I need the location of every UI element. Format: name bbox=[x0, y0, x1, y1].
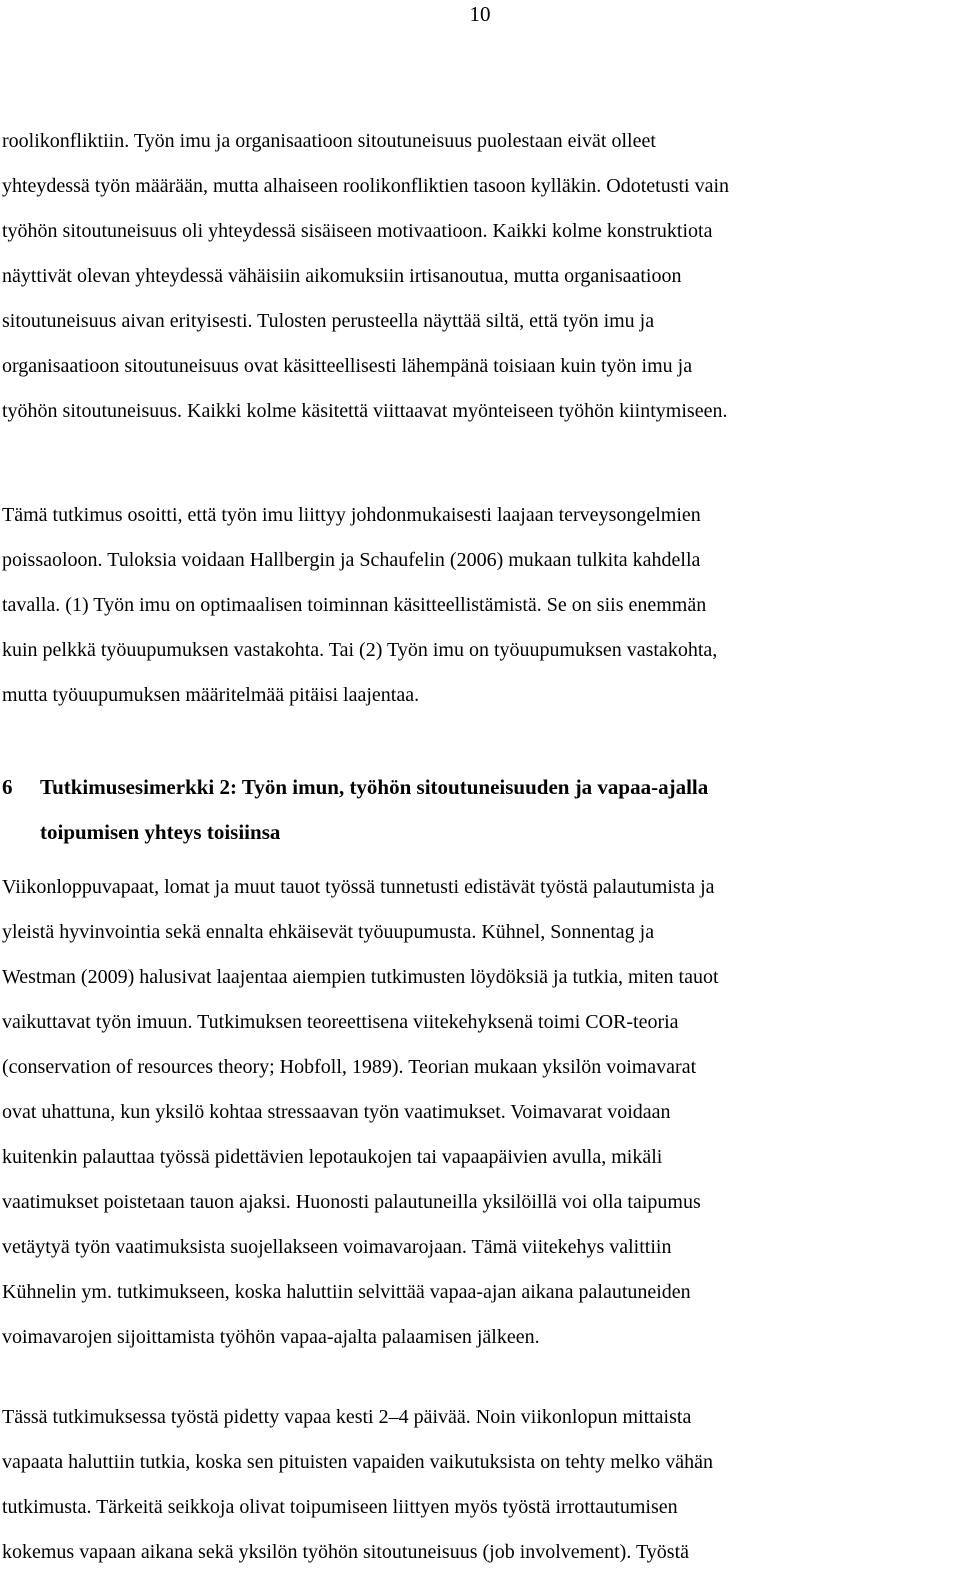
text-line: kuitenkin palauttaa työssä pidettävien lepotaukojen tai vapaapäivien avulla, mikäli bbox=[2, 1146, 663, 1168]
text-line: mutta työuupumuksen määritelmää pitäisi laajentaa. bbox=[2, 684, 420, 706]
text-line: poissaoloon. Tuloksia voidaan Hallbergin ja Schaufelin (2006) mukaan tulkita kahdella bbox=[2, 549, 701, 571]
text-line: kokemus vapaan aikana sekä yksilön työhön sitoutuneisuus (job involvement). Työstä bbox=[2, 1541, 690, 1563]
text-line: työhön sitoutuneisuus. Kaikki kolme käsitettä viittaavat myönteiseen työhön kiintymiseen. bbox=[2, 400, 728, 422]
section-number: 6 bbox=[2, 775, 13, 799]
paragraph-3 bbox=[2, 865, 952, 1360]
text-line: työhön sitoutuneisuus oli yhteydessä sisäiseen motivaatioon. Kaikki kolme konstruktiota bbox=[2, 220, 713, 242]
text-line: voimavarojen sijoittamista työhön vapaa-ajalta palaamisen jälkeen. bbox=[2, 1326, 540, 1348]
text-line: Tämä tutkimus osoitti, että työn imu liittyy johdonmukaisesti laajaan terveysongelmien bbox=[2, 504, 701, 526]
text-line: näyttivät olevan yhteydessä vähäisiin aikomuksiin irtisanoutua, mutta organisaatioon bbox=[2, 265, 682, 287]
text-line: organisaatioon sitoutuneisuus ovat käsitteellisesti lähempänä toisiaan kuin työn imu ja bbox=[2, 355, 693, 377]
text-line: tavalla. (1) Työn imu on optimaalisen toiminnan käsitteellistämistä. Se on siis enemmän bbox=[2, 594, 707, 616]
text-line: vaikuttavat työn imuun. Tutkimuksen teoreettisena viitekehyksenä toimi COR-teoria bbox=[2, 1011, 679, 1033]
text-line: (conservation of resources theory; Hobfoll, 1989). Teorian mukaan yksilön voimavarat bbox=[2, 1056, 697, 1078]
text-line: vapaata haluttiin tutkia, koska sen pituisten vapaiden vaikutuksista on tehty melko vähän bbox=[2, 1451, 713, 1473]
page-number: 10 bbox=[469, 2, 491, 26]
text-line: vetäytyä työn vaatimuksista suojellakseen voimavarojaan. Tämä viitekehys valittiin bbox=[2, 1236, 672, 1258]
text-line: Kühnelin ym. tutkimukseen, koska haluttiin selvittää vapaa-ajan aikana palautuneiden bbox=[2, 1281, 691, 1303]
text-line: roolikonfliktiin. Työn imu ja organisaatioon sitoutuneisuus puolestaan eivät olleet bbox=[2, 130, 656, 152]
paragraph-1 bbox=[2, 119, 952, 434]
section-heading bbox=[2, 765, 952, 855]
text-line: Westman (2009) halusivat laajentaa aiempien tutkimusten löydöksiä ja tutkia, miten tauot bbox=[2, 966, 719, 988]
text-line: kuin pelkkä työuupumuksen vastakohta. Tai (2) Työn imu on työuupumuksen vastakohta, bbox=[2, 639, 718, 661]
text-line: sitoutuneisuus aivan erityisesti. Tulosten perusteella näyttää siltä, että työn imu ja bbox=[2, 310, 655, 332]
text-line: yhteydessä työn määrään, mutta alhaiseen roolikonfliktien tasoon kylläkin. Odotetusti vain bbox=[2, 175, 730, 197]
paragraph-2 bbox=[2, 493, 952, 718]
text-line: yleistä hyvinvointia sekä ennalta ehkäisevät työuupumusta. Kühnel, Sonnentag ja bbox=[2, 921, 655, 943]
section-title-line: Tutkimusesimerkki 2: Työn imun, työhön sitoutuneisuuden ja vapaa-ajalla bbox=[40, 775, 709, 799]
text-line: Viikonloppuvapaat, lomat ja muut tauot työssä tunnetusti edistävät työstä palautumista ja bbox=[2, 876, 715, 898]
text-line: ovat uhattuna, kun yksilö kohtaa stressaavan työn vaatimukset. Voimavarat voidaan bbox=[2, 1101, 671, 1123]
section-title-line: toipumisen yhteys toisiinsa bbox=[40, 820, 281, 844]
text-line: Tässä tutkimuksessa työstä pidetty vapaa kesti 2–4 päivää. Noin viikonlopun mittaista bbox=[2, 1406, 692, 1428]
paragraph-4 bbox=[2, 1395, 952, 1575]
text-line: vaatimukset poistetaan tauon ajaksi. Huonosti palautuneilla yksilöillä voi olla taipumus bbox=[2, 1191, 701, 1213]
text-line: tutkimusta. Tärkeitä seikkoja olivat toipumiseen liittyen myös työstä irrottautumisen bbox=[2, 1496, 678, 1518]
